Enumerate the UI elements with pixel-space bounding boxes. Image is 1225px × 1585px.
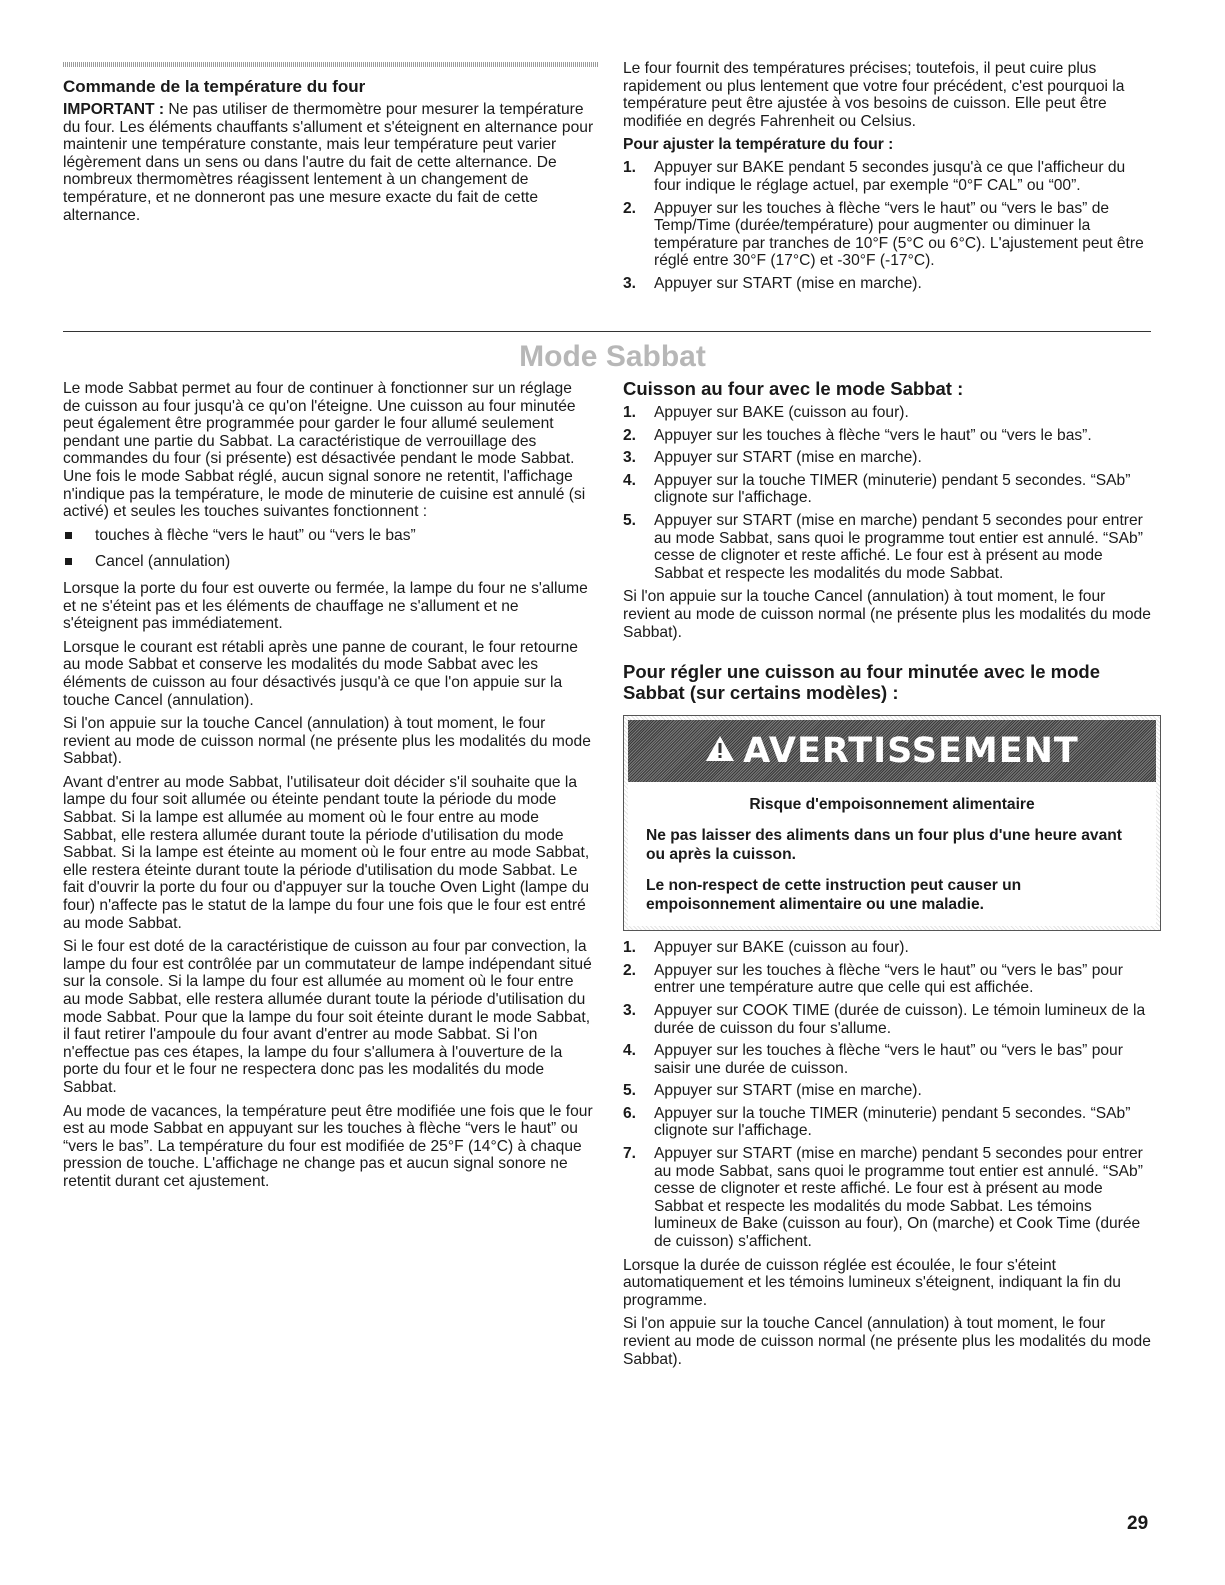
sabbat-description-column [63,380,593,1191]
page-title: Mode Sabbat [519,340,706,373]
list-item: 4. Appuyer sur les touches à flèche “vers le haut” ou “vers le bas” pour saisir une durée de cuisson. [623,1042,1123,1077]
warning-header [628,720,1156,782]
important-label: IMPORTANT : [63,101,165,118]
working-keys-list [63,527,593,571]
temperature-control-section [63,62,598,224]
sabbat-paragraph: Lorsque la porte du four est ouverte ou fermée, la lampe du four ne s'allume et ne s'éteint pas et les éléments de chauffage ne s'allument et ne s'éteignent pas immédiatement. [63,579,588,633]
list-item: 7. Appuyer sur START (mise en marche) pendant 5 secondes pour entrer au mode Sabbat, sans quoi le programme tout entier est annulé. “SAb” cesse de clignoter et reste affiché. Le four est à présent au mode Sabbat et respecte les modalités du mode Sabbat. Les témoins lumineux de Bake (cuisson au four), On (marche) et Cook Time (durée de cuisson) s'affichent. [623,1145,1143,1251]
important-paragraph [63,101,598,224]
warning-body [628,782,1156,926]
sabbat-paragraph: Lorsque le courant est rétabli après une panne de courant, le four retourne au mode Sabbat et conserve les modalités du mode Sabbat avec les éléments de cuisson au four désactivés jusqu'à ce que l'on appuie sur la touche Cancel (annulation). [63,638,578,709]
sabbat-paragraph: Si le four est doté de la caractéristique de cuisson au four par convection, la lampe du four est contrôlée par un commutateur de lampe indépendant situé sur la console. Si la lampe du four est allumée au moment où le four entre au mode Sabbat, elle restera allumée durant toute la période d'utilisation du mode Sabbat. Pour que la lampe du four soit éteinte durant le mode Sabbat, il faut retirer l'ampoule du four avant d'entrer au mode Sabbat. Si l'on n'effectue pas ces étapes, la lampe du four s'allumera à l'ouverture de la porte du four et le four ne respectera donc pas les modalités du mode Sabbat. [63,938,592,1096]
temperature-adjust-section [623,60,1151,293]
section-divider [63,331,1151,332]
sabbat-paragraph: Avant d'entrer au mode Sabbat, l'utilisateur doit décider s'il souhaite que la lampe du four soit allumée ou éteinte pendant toute la période du mode Sabbat. Si la lampe est allumée au moment où le four entre au mode Sabbat, elle restera allumée durant toute la période d'utilisation du mode Sabbat. Si la lampe est éteinte au moment où le four entre au mode Sabbat, elle restera éteinte durant toute la période d'utilisation du mode Sabbat. Le fait d'ouvrir la porte du four ou d'appuyer sur la touche Oven Light (lampe du four) n'affecte pas le statut de la lampe du four une fois que le four est entré au mode Sabbat. [63,773,590,932]
list-item: 2. Appuyer sur les touches à flèche “vers le haut” ou “vers le bas” pour entrer une température autre que celle qui est affichée. [623,961,1123,997]
bake-sabbat-steps [623,404,1153,582]
cancel-paragraph: Si l'on appuie sur la touche Cancel (annulation) à tout moment, le four revient au mode de cuisson normal (ne présente plus les modalités du mode Sabbat). [623,1315,1151,1368]
warning-title: AVERTISSEMENT [743,731,1079,772]
warning-line: Ne pas laisser des aliments dans un four plus d'une heure avant ou après la cuisson. [646,827,1122,864]
list-item: 3. Appuyer sur START (mise en marche). [623,449,922,467]
bake-sabbat-heading: Cuisson au four avec le mode Sabbat : [623,378,964,399]
list-item: 1. Appuyer sur BAKE (cuisson au four). [623,404,909,421]
sabbat-paragraph: Le mode Sabbat permet au four de continuer à fonctionner sur un réglage de cuisson au four jusqu'à ce qu'on l'éteigne. Une cuisson au four minutée peut également être programmée pour garder le four allumé seulement pendant une partie du Sabbat. La caractéristique de verrouillage des commandes du four (si présente) est désactivée pendant le mode Sabbat. Une fois le mode Sabbat réglé, aucun signal sonore ne retentit, l'affichage n'indique pas la température, le mode de minuterie de cuisine est annulé (si activé) et seules les touches suivantes fonctionnent : [63,380,586,521]
list-item: 3. Appuyer sur START (mise en marche). [623,274,922,292]
warning-box [623,715,1161,931]
timed-bake-sabbat-heading: Pour régler une cuisson au four minutée avec le mode Sabbat (sur certains modèles) : [623,661,1101,704]
warning-line: Le non-respect de cette instruction peut causer un empoisonnement alimentaire ou une maladie. [646,877,1022,914]
list-item: 1. Appuyer sur BAKE pendant 5 secondes jusqu'à ce que l'afficheur du four indique le réglage actuel, par exemple “0°F CAL” ou “00”. [623,159,1126,194]
bullet-square-icon [65,532,72,539]
list-item: 4. Appuyer sur la touche TIMER (minuterie) pendant 5 secondes. “SAb” clignote sur l'affichage. [623,471,1131,507]
timed-bake-steps [623,939,1153,1251]
adjust-subheading: Pour ajuster la température du four : [623,136,894,154]
list-item: 2. Appuyer sur les touches à flèche “vers le haut” ou “vers le bas” de Temp/Time (durée/température) pour augmenter ou diminuer la température par tranches de 10°F (5°C ou 6°C). L'ajustement peut être réglé entre 30°F (17°C) et -30°F (-17°C). [623,199,1144,270]
list-item: 6. Appuyer sur la touche TIMER (minuterie) pendant 5 secondes. “SAb” clignote sur l'affichage. [623,1104,1131,1140]
sabbat-paragraph: Au mode de vacances, la température peut être modifiée une fois que le four est au mode Sabbat en appuyant sur les touches à flèche “vers le haut” ou “vers le bas”. La température du four est modifiée de 25°F (14°C) à chaque pression de touche. L'affichage ne change pas et aucun signal sonore ne retentit durant cet ajustement. [63,1102,593,1190]
section-heading-temperature: Commande de la température du four [63,77,366,96]
important-text: Ne pas utiliser de thermomètre pour mesurer la température du four. Les éléments chauffants s'allument et s'éteignent en alternance pour maintenir une température constante, mais leur température peut varier légèrement dans un sens ou dans l'autre du fait de cette alternance. De nombreux thermomètres réagissent lentement à un changement de température, et ne donneront pas une mesure exacte du fait de cette alternance. [63,101,594,224]
temperature-intro: Le four fournit des températures précises; toutefois, il peut cuire plus rapidement ou plus lentement que votre four précédent, c'est pourquoi la température peut être ajustée à vos besoins de cuisson. Elle peut être modifiée en degrés Fahrenheit ou Celsius. [623,60,1125,130]
list-item: 2. Appuyer sur les touches à flèche “vers le haut” ou “vers le bas”. [623,426,1092,444]
cancel-paragraph: Si l'on appuie sur la touche Cancel (annulation) à tout moment, le four revient au mode de cuisson normal (ne présente plus les modalités du mode Sabbat). [623,588,1151,641]
warning-triangle-icon [705,735,735,767]
warning-subtitle: Risque d'empoisonnement alimentaire [749,796,1035,814]
list-item: 3. Appuyer sur COOK TIME (durée de cuisson). Le témoin lumineux de la durée de cuisson du four s'allume. [623,1001,1146,1037]
sabbat-instructions-column [623,378,1153,1368]
sabbat-paragraph: Si l'on appuie sur la touche Cancel (annulation) à tout moment, le four revient au mode de cuisson normal (ne présente plus les modalités du mode Sabbat). [63,715,591,768]
page-number: 29 [1127,1513,1149,1534]
adjust-steps-list [623,159,1151,292]
bullet-square-icon [65,558,72,565]
list-item: 5. Appuyer sur START (mise en marche). [623,1082,922,1100]
list-item: Cancel (annulation) [63,553,593,571]
decorative-hatch-bar [63,62,598,67]
list-item: touches à flèche “vers le haut” ou “vers le bas” [63,527,593,545]
list-item: 5. Appuyer sur START (mise en marche) pendant 5 secondes pour entrer au mode Sabbat, sans quoi le programme tout entier est annulé. “SAb” cesse de clignoter et reste affiché. Le four est à présent au mode Sabbat et respecte les modalités du mode Sabbat. [623,511,1143,582]
list-item: 1. Appuyer sur BAKE (cuisson au four). [623,939,909,957]
end-paragraph: Lorsque la durée de cuisson réglée est écoulée, le four s'éteint automatiquement et les témoins lumineux s'éteignent, indiquant la fin du programme. [623,1256,1121,1309]
